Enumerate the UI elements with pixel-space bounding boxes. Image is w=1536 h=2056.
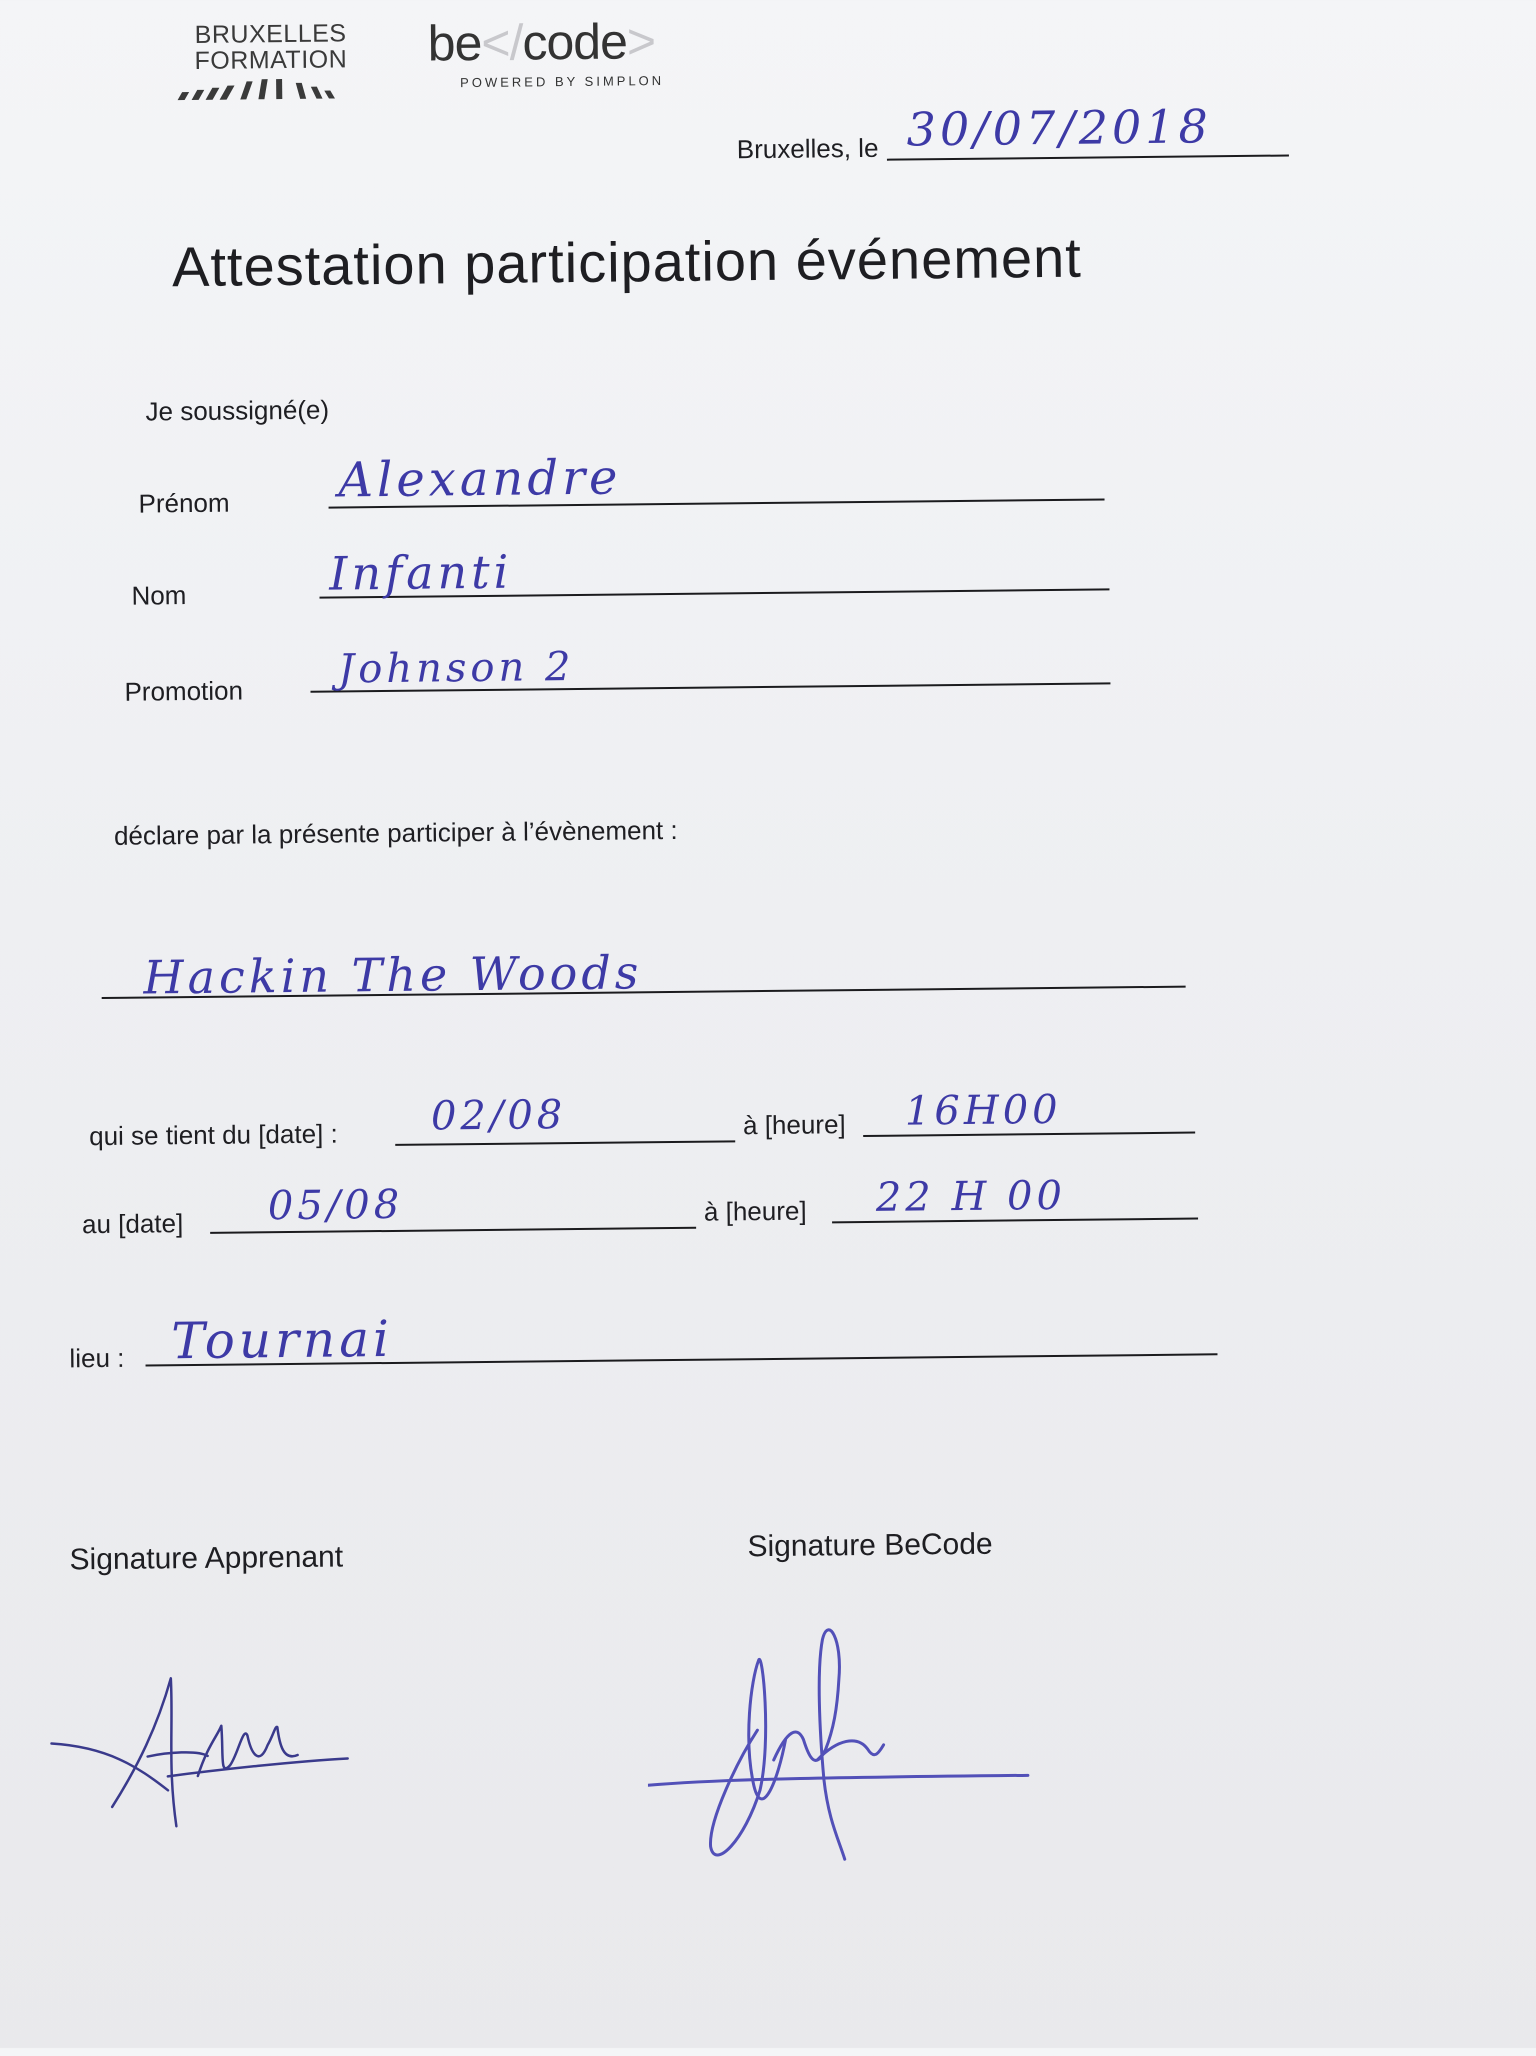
to-time-label: à [heure]	[703, 1195, 807, 1227]
prenom-label: Prénom	[138, 487, 230, 519]
becode-tagline: POWERED BY SIMPLON	[460, 73, 665, 91]
lieu-handwritten: Tournai	[170, 1309, 394, 1371]
logo-text-line1: BRUXELLES	[194, 19, 347, 49]
logo-stripes-icon	[176, 76, 366, 108]
becode-code: code	[522, 13, 628, 71]
learner-signature-icon	[47, 1664, 369, 1837]
becode-wordmark	[427, 13, 664, 71]
learner-signature-label: Signature Apprenant	[69, 1540, 344, 1577]
place-label: Bruxelles, le	[736, 132, 879, 165]
from-time-handwritten: 16H00	[904, 1086, 1062, 1135]
nom-handwritten: Infanti	[328, 544, 513, 601]
from-date-handwritten: 02/08	[430, 1092, 567, 1140]
page-title: Attestation participation événement	[171, 225, 1083, 299]
logo-text-line2: FORMATION	[194, 45, 348, 75]
becode-lt: <	[481, 14, 510, 71]
lieu-label: lieu :	[69, 1342, 125, 1374]
prenom-handwritten: Alexandre	[337, 449, 622, 509]
from-time-label: à [heure]	[742, 1109, 846, 1141]
declaration-text: déclare par la présente participer à l’évènement :	[113, 814, 678, 851]
promotion-handwritten: Johnson 2	[338, 644, 575, 693]
from-date-label: qui se tient du [date] :	[88, 1118, 338, 1152]
becode-slash: /	[509, 14, 523, 71]
to-date-label: au [date]	[81, 1208, 184, 1240]
becode-gt: >	[626, 13, 656, 70]
event-handwritten: Hackin The Woods	[143, 945, 643, 1005]
promotion-label: Promotion	[124, 675, 244, 707]
to-date-handwritten: 05/08	[267, 1181, 404, 1230]
becode-signature-label: Signature BeCode	[747, 1527, 993, 1564]
bruxelles-formation-logo	[175, 20, 366, 108]
becode-logo	[427, 13, 664, 90]
becode-be: be	[427, 14, 482, 72]
date-handwritten: 30/07/2018	[906, 99, 1213, 157]
to-time-handwritten: 22 H 00	[875, 1172, 1067, 1221]
becode-signature-icon	[646, 1607, 1049, 1871]
intro-text: Je soussigné(e)	[145, 394, 330, 427]
from-date-line	[395, 1140, 735, 1146]
nom-label: Nom	[131, 580, 187, 611]
